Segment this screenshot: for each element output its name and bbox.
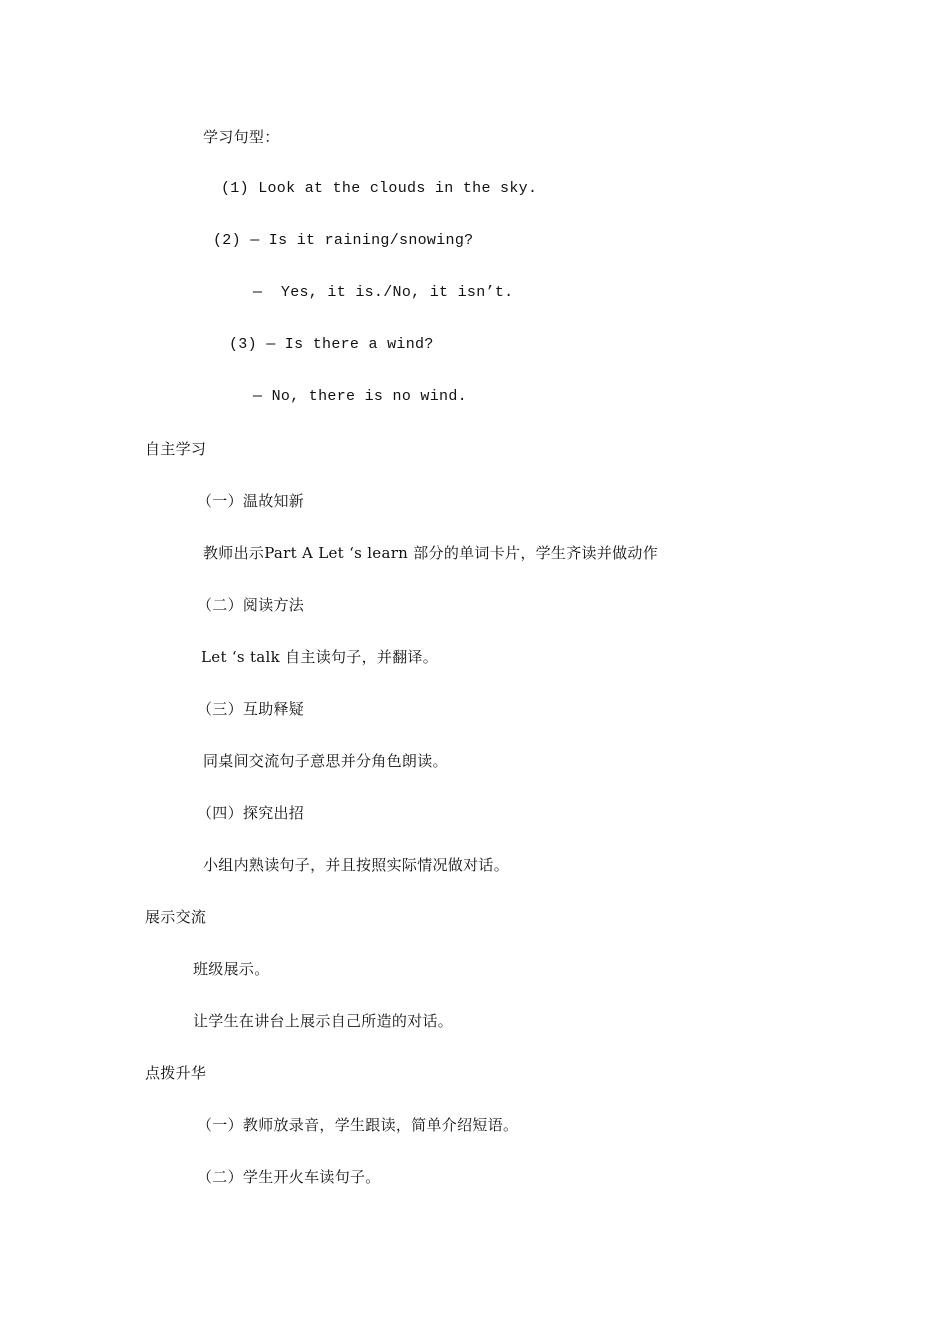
sentence-pattern-2-question: (2) — Is it raining/snowing? [213, 232, 474, 249]
subheading-reading-method: （二）阅读方法 [197, 596, 305, 614]
paragraph-podium-dialogue: 让学生在讲台上展示自己所造的对话。 [193, 1012, 454, 1030]
paragraph-teacher-recording: （一）教师放录音，学生跟读，简单介绍短语。 [197, 1116, 519, 1134]
paragraph-explore: 小组内熟读句子，并且按照实际情况做对话。 [203, 856, 510, 874]
paragraph-review: 教师出示Part A Let ‘s learn 部分的单词卡片，学生齐读并做动作 [203, 544, 659, 562]
section-heading-presentation: 展示交流 [145, 908, 207, 926]
paragraph-class-presentation: 班级展示。 [193, 960, 270, 978]
paragraph-mutual-help: 同桌间交流句子意思并分角色朗读。 [203, 752, 448, 770]
subheading-explore: （四）探究出招 [197, 804, 305, 822]
sentence-pattern-3-question: (3) — Is there a wind? [229, 336, 434, 353]
section-heading-guidance: 点拨升华 [145, 1064, 207, 1082]
sentence-pattern-1: (1) Look at the clouds in the sky. [221, 180, 538, 197]
subheading-review: （一）温故知新 [197, 492, 305, 510]
subheading-mutual-help: （三）互助释疑 [197, 700, 305, 718]
sentence-patterns-heading: 学习句型： [203, 128, 280, 146]
sentence-pattern-2-answer: — Yes, it is./No, it isn’t. [253, 284, 514, 301]
paragraph-reading-method: Let ‘s talk 自主读句子，并翻译。 [201, 648, 439, 666]
section-heading-self-study: 自主学习 [145, 440, 207, 458]
paragraph-train-reading: （二）学生开火车读句子。 [197, 1168, 381, 1186]
sentence-pattern-3-answer: — No, there is no wind. [253, 388, 467, 405]
